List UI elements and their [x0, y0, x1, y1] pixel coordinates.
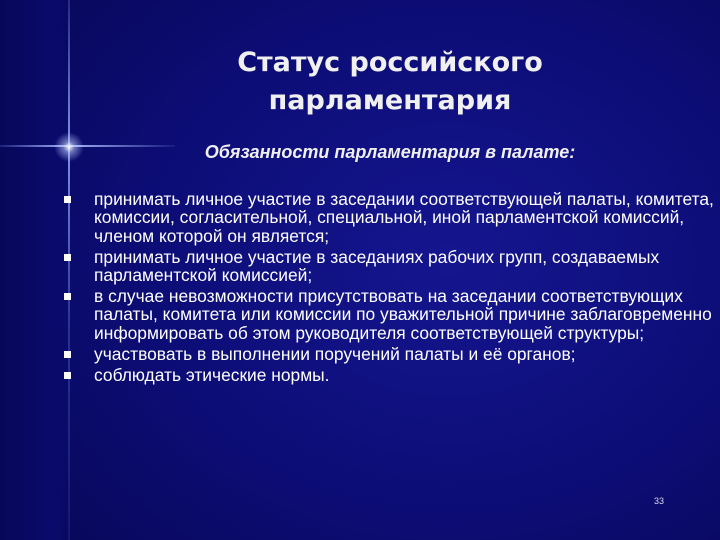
list-item [64, 366, 714, 384]
horizontal-decorative-line [0, 145, 175, 147]
slide-title: Статус российского парламентария [237, 47, 543, 116]
slide-subtitle: Обязанности парламентария в палате: [204, 142, 576, 162]
list-item-text: в случае невозможности присутствовать на заседании соответствующих палаты, комитета или комиссии по уважительной причине заблаговременно информировать об этом руководителя соответствующей структуры; [94, 286, 712, 343]
left-decorative-panel [0, 0, 70, 540]
list-item-text: участвовать в выполнении поручений палаты и её органов; [94, 343, 576, 364]
sparkle-decoration [54, 132, 84, 162]
square-bullet-icon [64, 293, 71, 300]
list-item-text: соблюдать этические нормы. [94, 364, 330, 385]
square-bullet-icon [64, 254, 71, 261]
page-number: 33 [654, 496, 665, 506]
duties-list [64, 190, 714, 387]
list-item-text: принимать личное участие в заседании соответствующей палаты, комитета, комиссии, согласительной, специальной, иной парламентской комиссий, членом которой он является; [94, 189, 714, 246]
square-bullet-icon [64, 196, 71, 203]
list-item-text: принимать личное участие в заседаниях рабочих групп, создаваемых парламентской комиссией; [94, 246, 660, 286]
list-item [64, 345, 714, 363]
list-item [64, 287, 714, 342]
list-item [64, 248, 714, 285]
square-bullet-icon [64, 372, 71, 379]
list-item [64, 190, 714, 245]
square-bullet-icon [64, 351, 71, 358]
